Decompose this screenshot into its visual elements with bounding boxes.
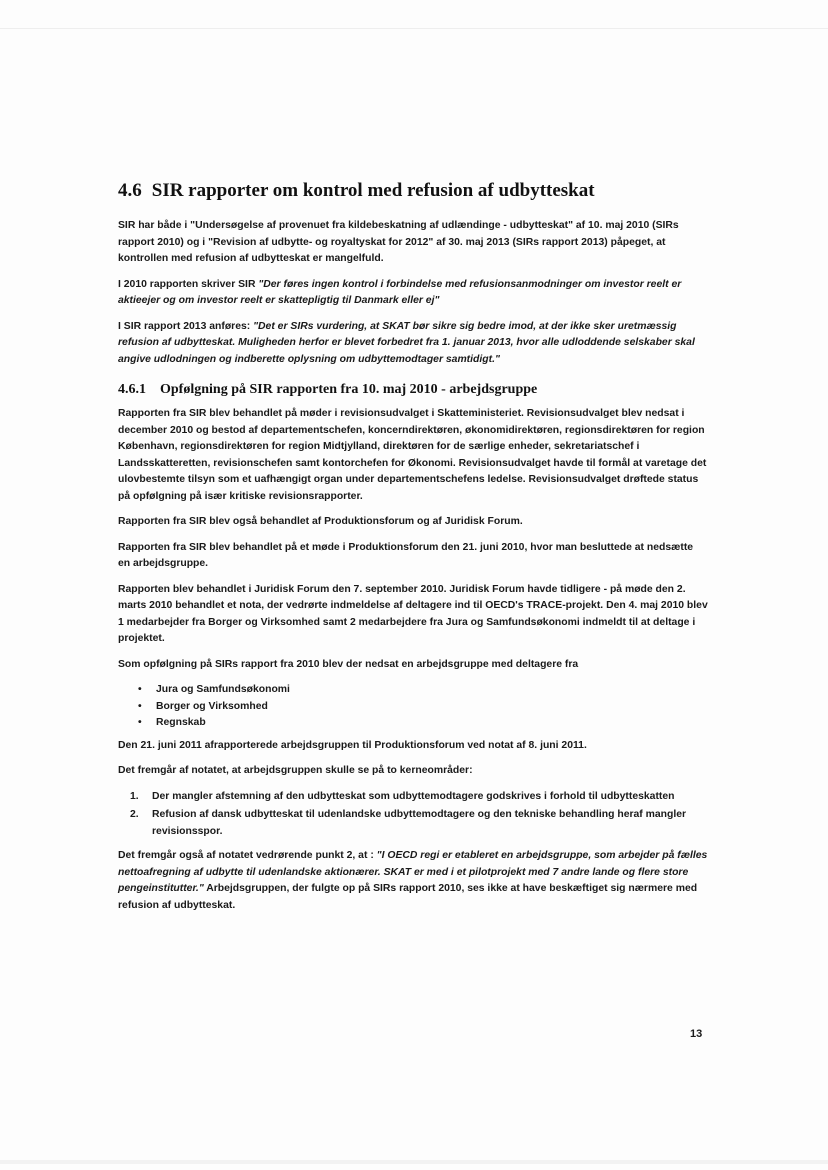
core-areas-list [118,789,708,841]
participants-list [118,682,708,732]
p2-quote: "Der føres ingen kontrol i forbindelse med refusionsanmodninger om investor reelt er aktieejer og om investor reelt er skattepligtig til Danmark eller ej" [118,278,682,306]
p3-quote: "Det er SIRs vurdering, at SKAT bør sikre sig bedre imod, at der ikke sker uretmæssig refusion af udbytteskat. Muligheden herfor er blevet forbedret fra 1. januar 2013, hvor alle udloddende selskaber skal angive udlodningen og indberette oplysning om udbyttemodtager samtidigt." [118,320,695,365]
section-intro: SIR har både i "Undersøgelse af provenuet fra kildebeskatning af udlændinge - udbytteskat" af 10. maj 2010 (SIRs rapport 2010) og i "Revision af udbytte- og royaltyskat for 2012" af 30. maj 2013 (SIRs rapport 2013) påpeget, at kontrollen med refusion af udbytteskat er mangelfuld. [118,220,679,264]
subsection-heading [118,382,708,398]
list-item: 2. Refusion af dansk udbytteskat til udenlandske udbyttemodtagere og den tekniske behandling heraf mangler revisionsspor. [130,809,687,837]
section-heading [118,180,708,202]
list-item: • Regnskab [156,715,708,732]
sub-paragraph-6: Den 21. juni 2011 afrapporterede arbejdsgruppen til Produktionsforum ved notat af 8. juni 2011. [118,739,587,751]
p2-lead: I 2010 rapporten skriver SIR [118,278,259,290]
list-item: • Borger og Virksomhed [156,699,708,716]
sub-paragraph-8 [118,848,708,914]
section-paragraph-2 [118,277,708,310]
scan-top-edge [0,28,828,29]
p3-lead: I SIR rapport 2013 anføres: [118,320,254,332]
bullet-icon: • [138,717,142,728]
sub-paragraph-2: Rapporten fra SIR blev også behandlet af Produktionsforum og af Juridisk Forum. [118,516,523,527]
p8-tail: Arbejdsgruppen, der fulgte op på SIRs rapport 2010, ses ikke at have beskæftiget sig nærmere med refusion af udbytteskat. [118,883,698,911]
bullet-icon: • [138,700,142,712]
list-item: • Jura og Samfundsøkonomi [156,682,708,699]
sub-paragraph-3: Rapporten fra SIR blev behandlet på et møde i Produktionsforum den 21. juni 2010, hvor man besluttede at nedsætte en arbejdsgruppe. [118,541,694,569]
section-number: 4.6 [118,180,142,201]
sub-paragraph-1: Rapporten fra SIR blev behandlet på møder i revisionsudvalget i Skatteministeriet. Revisionsudvalget blev nedsat i december 2010 og bestod af departementschefen, koncerndirektøren, økonomidirektøren, regionsdirektøren for region København, regionsdirektøren for region Midtjylland, direktøren for de særlige enheder, sekretariatschef i Landsskatteretten, revisionschefen samt kontorchefen for Økonomi. Revisionsudvalget havde til formål at varetage det ulovbestemte tilsyn som et uafhængigt organ under departementschefens ledelse. Revisionsudvalget drøftede status på opfølgning på især kritiske revisionsrapporter. [118,408,707,502]
list-item: 1. Der mangler afstemning af den udbytteskat som udbyttemodtagere godskrives i forhold til udbytteskatten [152,789,708,806]
section-paragraph-3 [118,319,708,369]
sub-paragraph-5: Som opfølgning på SIRs rapport fra 2010 blev der nedsat en arbejdsgruppe med deltagere fra [118,658,579,670]
p8-lead: Det fremgår også af notatet vedrørende punkt 2, at : [118,850,377,861]
section-title: SIR rapporter om kontrol med refusion af udbytteskat [151,180,595,201]
bullet-icon: • [138,684,142,695]
page-content [118,180,708,923]
subsection-number: 4.6.1 [118,382,146,397]
list-number: 2. [130,809,139,820]
page-number: 13 [690,1028,703,1040]
subsection-title: Opfølgning på SIR rapporten fra 10. maj 2010 - arbejdsgruppe [160,382,538,397]
scan-bottom-edge [0,1160,828,1164]
sub-paragraph-4: Rapporten blev behandlet i Juridisk Forum den 7. september 2010. Juridisk Forum havde tidligere - på møde den 2. marts 2010 behandlet et nota, der vedrørte indmeldelse af deltagere ind til OECD's TRACE-projekt. Den 4. maj 2010 blev 1 medarbejder fra Borger og Virksomhed samt 2 medarbejdere fra Jura og Samfundsøkonomi indmeldt til at deltage i projektet. [118,583,708,644]
p8-quote: "I OECD regi er etableret en arbejdsgruppe, som arbejder på fælles nettoafregning af udbytte til udenlandske aktionærer. SKAT er med i et pilotprojekt med 7 andre lande og flere store pengeinstitutter." [118,850,708,894]
sub-paragraph-7: Det fremgår af notatet, at arbejdsgruppen skulle se på to kerneområder: [118,765,473,776]
list-number: 1. [130,790,139,802]
